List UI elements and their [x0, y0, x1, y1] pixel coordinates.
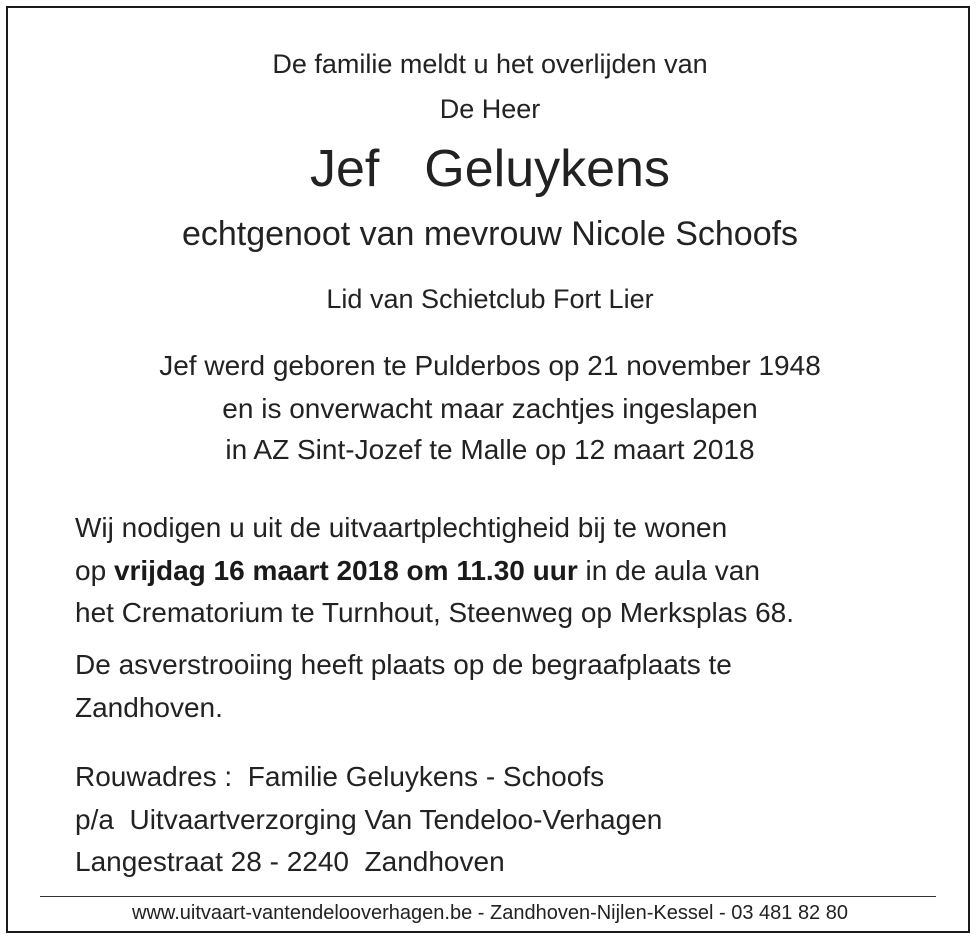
invitation-line-3: het Crematorium te Turnhout, Steenweg op Merksplas 68. — [75, 597, 795, 628]
deceased-name: Jef Geluykens — [310, 140, 670, 198]
honorific: De Heer — [439, 94, 541, 124]
spouse-line: echtgenoot van mevrouw Nicole Schoofs — [181, 215, 799, 253]
intro-line: De familie meldt u het overlijden van — [272, 49, 708, 79]
invitation-line-2 — [75, 555, 760, 587]
invitation-suffix: in de aula van — [577, 555, 760, 586]
invitation-prefix: op — [75, 555, 114, 586]
footer-contact: www.uitvaart-vantendelooverhagen.be - Zandhoven-Nijlen-Kessel - 03 481 82 80 — [132, 902, 848, 924]
ashes-line-1: De asverstrooiing heeft plaats op de begraafplaats te — [75, 649, 732, 680]
bio-line-birth: Jef werd geboren te Pulderbos op 21 november 1948 — [159, 350, 821, 381]
club-membership: Lid van Schietclub Fort Lier — [326, 284, 654, 314]
ashes-line-2: Zandhoven. — [75, 692, 223, 723]
bio-line-passing: en is onverwacht maar zachtjes ingeslapen — [222, 393, 758, 424]
funeral-date-time: vrijdag 16 maart 2018 om 11.30 uur — [113, 555, 578, 586]
invitation-line-1: Wij nodigen u uit de uitvaartplechtigheid bij te wonen — [75, 512, 728, 543]
mourning-address-line-2: p/a Uitvaartverzorging Van Tendeloo-Verhagen — [75, 804, 663, 835]
footer-divider — [40, 896, 936, 897]
mourning-address-line-3: Langestraat 28 - 2240 Zandhoven — [75, 846, 505, 877]
bio-line-place: in AZ Sint-Jozef te Malle op 12 maart 2018 — [225, 434, 755, 465]
mourning-address-line-1: Rouwadres : Familie Geluykens - Schoofs — [75, 761, 605, 792]
